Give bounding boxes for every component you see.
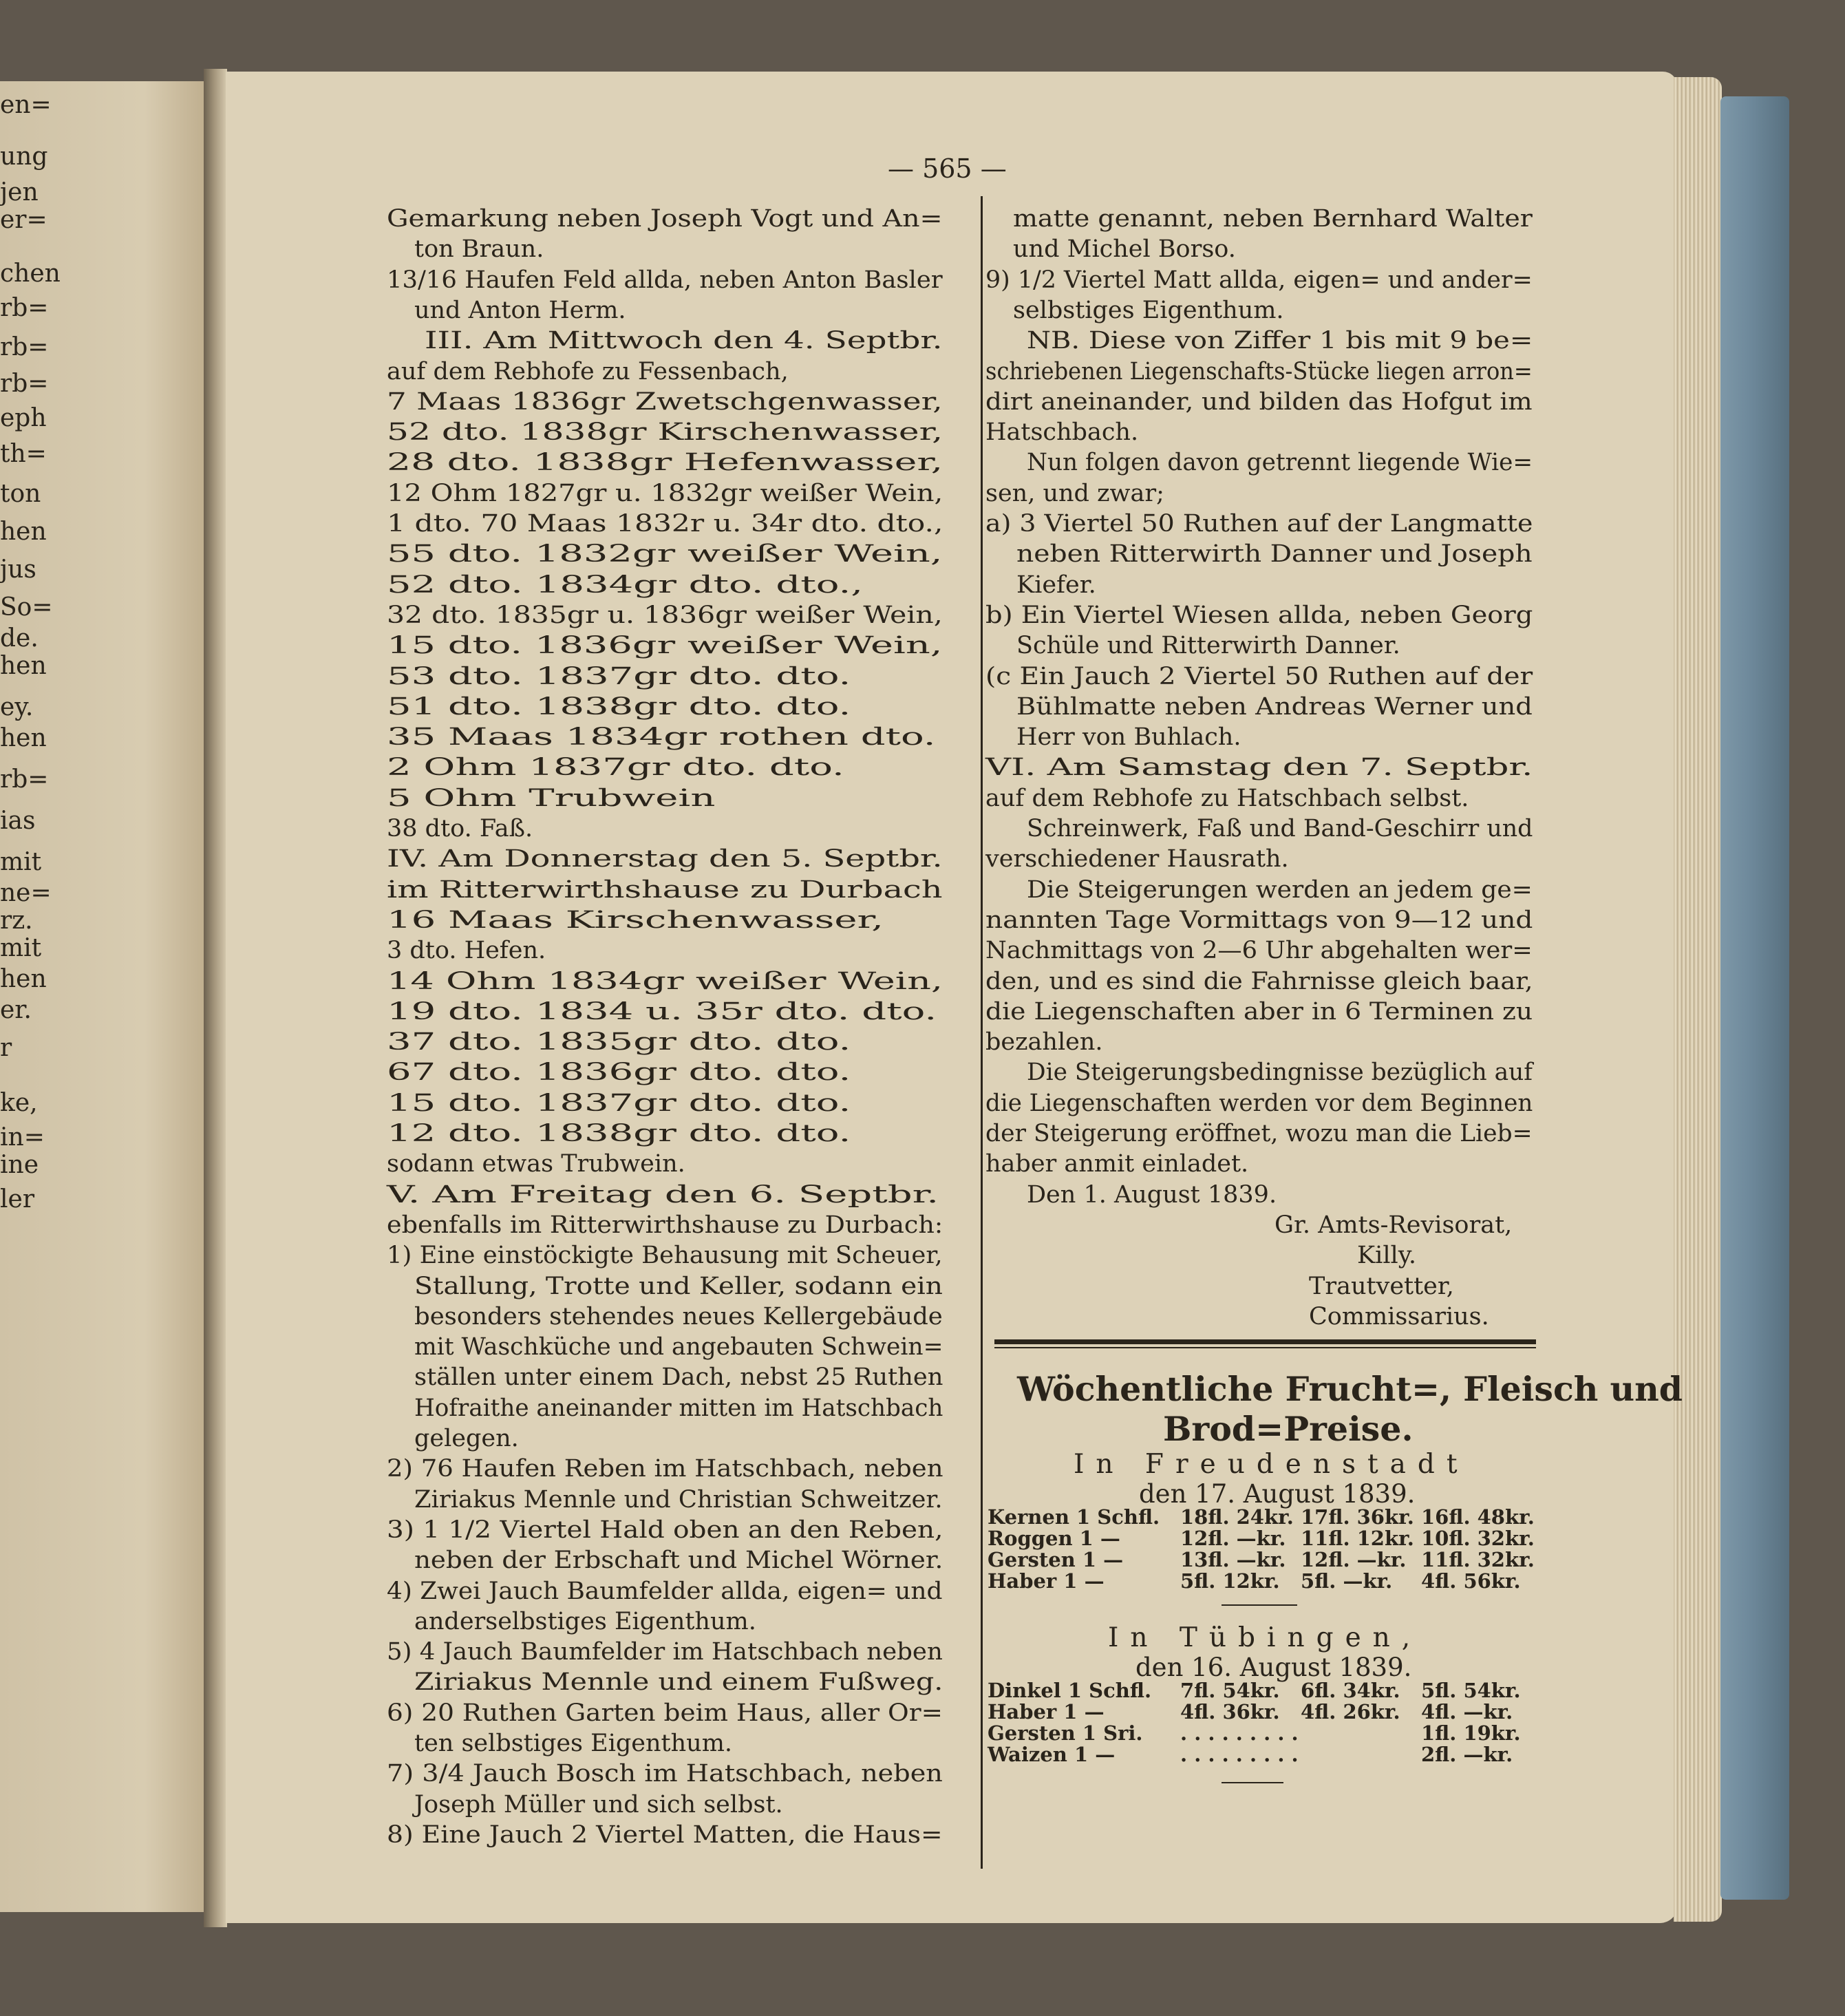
facing-page-fragment: th= [0, 440, 47, 468]
line-text: 13/16 Haufen Feld allda, neben Anton Basler [387, 266, 943, 294]
price-value: 4fl. 26kr. [1301, 1700, 1400, 1723]
line-text: 67 dto. 1836gr dto. dto. [387, 1059, 851, 1087]
text-line [387, 661, 943, 692]
line-text: 55 dto. 1832gr weißer Wein, [387, 540, 943, 569]
price-item: Roggen 1 — [988, 1527, 1120, 1550]
text-line [387, 814, 943, 844]
text-line [985, 966, 1533, 997]
price-row [988, 1549, 1538, 1571]
text-line [387, 1180, 943, 1210]
text-line [387, 478, 943, 509]
text-line [387, 905, 943, 935]
text-line [985, 387, 1533, 417]
line-text: 28 dto. 1838gr Hefenwasser, [387, 449, 943, 477]
line-text: 7) 3/4 Jauch Bosch im Hatschbach, neben [387, 1760, 943, 1788]
text-line [387, 722, 943, 752]
facing-page-fragment: er= [0, 206, 47, 234]
facing-page-fragment: ler [0, 1185, 35, 1213]
text-line [387, 1637, 943, 1667]
line-text: 35 Maas 1834gr rothen dto. [387, 723, 936, 752]
text-line [387, 539, 943, 569]
right-column [985, 204, 1533, 1333]
line-text: Nun folgen davon getrennt liegende Wie= [1027, 449, 1533, 477]
text-line [985, 265, 1533, 295]
text-line [985, 935, 1533, 966]
line-text: Ziriakus Mennle und einem Fußweg. [414, 1668, 943, 1697]
text-line [985, 1149, 1533, 1179]
text-line [387, 1057, 943, 1087]
book-cover-edge [1720, 96, 1789, 1900]
line-text: 6) 20 Ruthen Garten beim Haus, aller Or= [387, 1699, 943, 1727]
line-text: 15 dto. 1836gr weißer Wein, [387, 632, 943, 660]
line-text: 37 dto. 1835gr dto. dto. [387, 1028, 851, 1057]
price-row [988, 1743, 1538, 1765]
line-text: 2) 76 Haufen Reben im Hatschbach, neben [387, 1455, 943, 1483]
line-text: 1 dto. 70 Maas 1832r u. 34r dto. dto., [387, 510, 943, 538]
text-line [387, 1332, 943, 1362]
text-line [387, 204, 943, 234]
text-line [985, 905, 1533, 935]
price-row [988, 1679, 1538, 1701]
line-text: 3 dto. Hefen. [387, 937, 546, 965]
line-text: mit Waschküche und angebauten Schwein= [414, 1333, 943, 1361]
text-line [387, 1423, 943, 1454]
facing-page-fragment: r [0, 1034, 12, 1062]
text-line [985, 570, 1533, 600]
facing-page-fragment: eph [0, 404, 47, 432]
text-line [985, 417, 1533, 447]
text-line [985, 357, 1533, 387]
text-line [387, 1210, 943, 1240]
price-value: . . . . . . . . . [1180, 1721, 1299, 1745]
line-text: besonders stehendes neues Kellergebäude [414, 1302, 943, 1330]
price-value: 1fl. 19kr. [1421, 1721, 1521, 1745]
facing-page-fragment: chen [0, 259, 61, 288]
text-line [387, 997, 943, 1027]
line-text: 1) Eine einstöckigte Behausung mit Scheuer, [387, 1242, 943, 1270]
text-line [985, 692, 1533, 722]
price-item: Waizen 1 — [988, 1743, 1116, 1766]
text-line [387, 1820, 943, 1850]
text-line [985, 1118, 1533, 1149]
facing-page-fragment: ey. [0, 693, 34, 721]
price-subtitle: Brod=Preise. [1163, 1409, 1414, 1449]
price-value: 2fl. —kr. [1421, 1743, 1513, 1766]
text-line [387, 935, 943, 966]
text-line [985, 447, 1533, 478]
line-text: haber anmit einladet. [985, 1150, 1249, 1178]
freudenstadt-date: den 17. August 1839. [1139, 1479, 1416, 1509]
line-text: NB. Diese von Ziffer 1 bis mit 9 be= [1027, 327, 1533, 355]
text-line [387, 1149, 943, 1179]
facing-page-fragment: hen [0, 965, 47, 993]
line-text: ton Braun. [414, 235, 544, 264]
text-line [985, 478, 1533, 509]
text-line [985, 1027, 1533, 1057]
price-title: Wöchentliche Frucht=, Fleisch und [1017, 1369, 1683, 1409]
facing-page-fragment: rb= [0, 294, 49, 322]
text-line [387, 1728, 943, 1759]
text-line [387, 417, 943, 447]
line-text: im Ritterwirthshause zu Durbach [387, 876, 943, 904]
price-item: Haber 1 — [988, 1569, 1105, 1593]
double-rule [994, 1339, 1536, 1344]
line-text: Kiefer. [1016, 571, 1096, 599]
text-line [387, 1302, 943, 1332]
text-line [985, 1271, 1533, 1302]
text-line [387, 692, 943, 722]
facing-page-fragment: er. [0, 996, 32, 1024]
line-text: 52 dto. 1834gr dto. dto., [387, 571, 864, 599]
text-line [387, 966, 943, 997]
text-line [985, 814, 1533, 844]
text-line [387, 1545, 943, 1575]
line-text: anderselbstiges Eigenthum. [414, 1607, 756, 1635]
text-line [985, 875, 1533, 905]
line-text: 19 dto. 1834 u. 35r dto. dto. [387, 997, 937, 1026]
line-text: gelegen. [414, 1425, 519, 1452]
price-value: 7fl. 54kr. [1180, 1679, 1280, 1702]
double-rule-thin [994, 1347, 1536, 1348]
text-line [985, 752, 1533, 783]
line-text: VI. Am Samstag den 7. Septbr. [985, 754, 1533, 782]
freudenstadt-heading: In Freudenstadt [1074, 1449, 1469, 1480]
line-text: 16 Maas Kirschenwasser, [387, 906, 884, 934]
facing-page-fragment: en= [0, 91, 52, 119]
price-row [988, 1506, 1538, 1528]
text-line [985, 326, 1533, 356]
line-text: 9) 1/2 Viertel Matt allda, eigen= und ander= [985, 266, 1533, 294]
line-text: 8) Eine Jauch 2 Viertel Matten, die Haus= [387, 1821, 943, 1849]
text-line [985, 1088, 1533, 1118]
text-line [387, 844, 943, 874]
text-line [985, 1210, 1533, 1240]
line-text: 32 dto. 1835gr u. 1836gr weißer Wein, [387, 601, 943, 629]
text-line [387, 600, 943, 630]
line-text: die Liegenschaften aber in 6 Terminen zu [985, 997, 1533, 1026]
text-line [985, 661, 1533, 692]
line-text: verschiedener Hausrath. [985, 845, 1289, 873]
text-line [985, 1180, 1533, 1210]
price-rule [1222, 1604, 1297, 1606]
price-item: Dinkel 1 Schfl. [988, 1679, 1152, 1702]
facing-page-fragment: mit [0, 848, 42, 876]
text-line [387, 1759, 943, 1789]
text-line [387, 875, 943, 905]
price-row [988, 1527, 1538, 1549]
line-text: (c Ein Jauch 2 Viertel 50 Ruthen auf der [985, 662, 1533, 690]
text-line [985, 1240, 1533, 1271]
line-text: sodann etwas Trubwein. [387, 1150, 685, 1178]
price-value: 5fl. 12kr. [1180, 1569, 1280, 1593]
line-text: 3) 1 1/2 Viertel Hald oben an den Reben, [387, 1516, 943, 1544]
facing-page-fragment: ine [0, 1151, 39, 1179]
line-text: Trautvetter, [1309, 1272, 1454, 1300]
line-text: Herr von Buhlach. [1016, 723, 1241, 752]
text-line [985, 234, 1533, 264]
price-value: 11fl. 12kr. [1301, 1527, 1414, 1550]
line-text: Killy. [1357, 1242, 1416, 1270]
line-text: 38 dto. Faß. [387, 815, 533, 842]
line-text: 52 dto. 1838gr Kirschenwasser, [387, 418, 943, 447]
facing-page-fragment: rb= [0, 333, 49, 361]
line-text: Gemarkung neben Joseph Vogt und An= [387, 205, 943, 233]
text-line [387, 509, 943, 539]
text-line [387, 1790, 943, 1820]
facing-page-fragment: ton [0, 480, 41, 508]
text-line [387, 1362, 943, 1392]
text-line [985, 783, 1533, 814]
text-line [387, 1667, 943, 1697]
line-text: nannten Tage Vormittags von 9—12 und [985, 906, 1533, 934]
line-text: Stallung, Trotte und Keller, sodann ein [414, 1272, 943, 1300]
facing-page-fragment: hen [0, 652, 47, 680]
line-text: neben der Erbschaft und Michel Wörner. [414, 1547, 943, 1575]
price-value: . . . . . . . . . [1180, 1743, 1299, 1766]
text-line [387, 1698, 943, 1728]
facing-page-fragment: rb= [0, 765, 49, 794]
line-text: Die Steigerungen werden an jedem ge= [1027, 876, 1533, 904]
line-text: 7 Maas 1836gr Zwetschgenwasser, [387, 388, 943, 416]
line-text: Commissarius. [1309, 1302, 1489, 1330]
text-line [985, 509, 1533, 539]
tuebingen-date: den 16. August 1839. [1135, 1653, 1412, 1682]
line-text: Hatschbach. [985, 418, 1139, 447]
text-line [387, 1027, 943, 1057]
price-row [988, 1722, 1538, 1744]
line-text: sen, und zwar; [985, 479, 1164, 507]
price-value: 11fl. 32kr. [1421, 1548, 1535, 1571]
price-row [988, 1570, 1538, 1592]
book-gutter [204, 69, 227, 1927]
line-text: schriebenen Liegenschafts-Stücke liegen arron= [985, 357, 1533, 385]
price-value: 16fl. 48kr. [1421, 1505, 1535, 1529]
line-text: die Liegenschaften werden vor dem Beginnen [985, 1089, 1533, 1117]
line-text: bezahlen. [985, 1028, 1103, 1057]
line-text: Gr. Amts-Revisorat, [1275, 1211, 1513, 1239]
price-value: 4fl. 56kr. [1421, 1569, 1521, 1593]
price-value: 4fl. 36kr. [1180, 1700, 1280, 1723]
line-text: 12 dto. 1838gr dto. dto. [387, 1120, 851, 1147]
freudenstadt-price-table [988, 1506, 1538, 1595]
line-text: Den 1. August 1839. [1027, 1180, 1277, 1209]
line-text: 14 Ohm 1834gr weißer Wein, [387, 967, 943, 995]
line-text: Joseph Müller und sich selbst. [414, 1790, 783, 1818]
price-value: 13fl. —kr. [1180, 1548, 1286, 1571]
line-text: 53 dto. 1837gr dto. dto. [387, 662, 851, 690]
page-number: — 565 — [888, 153, 1007, 184]
price-item: Gersten 1 — [988, 1548, 1124, 1571]
text-line [985, 997, 1533, 1027]
text-line [387, 265, 943, 295]
facing-page-fragment: in= [0, 1123, 45, 1152]
price-value: 4fl. —kr. [1421, 1700, 1513, 1723]
text-line [985, 539, 1533, 569]
tuebingen-heading: In Tübingen, [1108, 1622, 1422, 1653]
text-line [985, 630, 1533, 661]
facing-page-fragment: mit [0, 934, 42, 962]
text-line [387, 630, 943, 661]
text-line [387, 752, 943, 783]
line-text: ten selbstiges Eigenthum. [414, 1730, 733, 1757]
left-column [387, 204, 943, 1856]
text-line [387, 1485, 943, 1515]
line-text: 15 dto. 1837gr dto. dto. [387, 1089, 851, 1117]
line-text: Hofraithe aneinander mitten im Hatschbach [414, 1394, 943, 1422]
line-text: V. Am Freitag den 6. Septbr. [387, 1180, 939, 1209]
line-text: b) Ein Viertel Wiesen allda, neben Georg [985, 601, 1533, 629]
facing-page-fragment: ke, [0, 1089, 38, 1117]
line-text: Bühlmatte neben Andreas Werner und [1016, 692, 1533, 721]
price-item: Kernen 1 Schfl. [988, 1505, 1160, 1529]
line-text: auf dem Rebhofe zu Hatschbach selbst. [985, 784, 1469, 812]
text-line [387, 234, 943, 264]
text-line [387, 1515, 943, 1545]
line-text: 12 Ohm 1827gr u. 1832gr weißer Wein, [387, 479, 943, 507]
text-line [387, 326, 943, 356]
line-text: matte genannt, neben Bernhard Walter [1013, 205, 1533, 233]
price-value: 5fl. —kr. [1301, 1569, 1393, 1593]
line-text: ebenfalls im Ritterwirthshause zu Durbach: [387, 1211, 943, 1239]
text-line [387, 357, 943, 387]
line-text: 5) 4 Jauch Baumfelder im Hatschbach neben [387, 1638, 943, 1666]
price-item: Gersten 1 Sri. [988, 1721, 1143, 1745]
price-value: 12fl. —kr. [1301, 1548, 1407, 1571]
text-line [387, 783, 943, 814]
facing-page-fragment: ung [0, 142, 48, 171]
price-value: 17fl. 36kr. [1301, 1505, 1414, 1529]
text-line [387, 295, 943, 326]
tuebingen-price-table [988, 1679, 1538, 1769]
text-line [387, 1240, 943, 1271]
line-text: der Steigerung eröffnet, wozu man die Lieb= [985, 1120, 1533, 1147]
line-text: auf dem Rebhofe zu Fessenbach, [387, 357, 789, 385]
text-line [387, 1088, 943, 1118]
line-text: Die Steigerungsbedingnisse bezüglich auf [1027, 1059, 1533, 1087]
price-value: 12fl. —kr. [1180, 1527, 1286, 1550]
line-text: und Michel Borso. [1013, 235, 1236, 264]
facing-page-fragment: rz. [0, 906, 33, 935]
line-text: 4) Zwei Jauch Baumfelder allda, eigen= und [387, 1577, 943, 1605]
text-line [985, 1057, 1533, 1087]
line-text: a) 3 Viertel 50 Ruthen auf der Langmatte [985, 510, 1533, 538]
text-line [387, 1271, 943, 1302]
line-text: III. Am Mittwoch den 4. Septbr. [425, 327, 943, 355]
text-line [387, 447, 943, 478]
text-line [985, 600, 1533, 630]
line-text: Ziriakus Mennle und Christian Schweitzer. [414, 1485, 943, 1514]
facing-page-fragment: ias [0, 807, 36, 835]
line-text: 2 Ohm 1837gr dto. dto. [387, 754, 844, 782]
price-value: 10fl. 32kr. [1421, 1527, 1535, 1550]
price-row [988, 1701, 1538, 1723]
text-line [387, 387, 943, 417]
line-text: Schreinwerk, Faß und Band-Geschirr und [1027, 815, 1533, 842]
facing-page-fragment: jus [0, 555, 36, 584]
line-text: dirt aneinander, und bilden das Hofgut im [985, 388, 1533, 416]
text-line [387, 1576, 943, 1606]
price-value: 5fl. 54kr. [1421, 1679, 1521, 1702]
line-text: ställen unter einem Dach, nebst 25 Ruthen [414, 1364, 943, 1392]
line-text: Schüle und Ritterwirth Danner. [1016, 632, 1400, 660]
text-line [387, 570, 943, 600]
line-text: 5 Ohm Trubwein [387, 784, 716, 812]
line-text: neben Ritterwirth Danner und Joseph [1016, 540, 1533, 569]
line-text: und Anton Herm. [414, 296, 626, 324]
text-line [387, 1606, 943, 1637]
facing-page-fragment: ne= [0, 879, 52, 907]
facing-page-fragment: hen [0, 724, 47, 752]
price-rule [1222, 1782, 1283, 1783]
facing-page-fragment: rb= [0, 370, 49, 398]
page-block-edge [1674, 77, 1722, 1922]
price-value: 18fl. 24kr. [1180, 1505, 1294, 1529]
text-line [985, 722, 1533, 752]
line-text: IV. Am Donnerstag den 5. Septbr. [387, 845, 943, 873]
text-line [387, 1454, 943, 1484]
facing-page-fragment: hen [0, 518, 47, 546]
facing-page-fragment: So= [0, 593, 53, 622]
text-line [985, 1302, 1533, 1332]
line-text: selbstiges Eigenthum. [1013, 296, 1284, 324]
price-item: Haber 1 — [988, 1700, 1105, 1723]
price-value: 6fl. 34kr. [1301, 1679, 1400, 1702]
text-line [387, 1393, 943, 1423]
column-divider [981, 196, 983, 1869]
facing-page-fragment: de. [0, 624, 39, 652]
line-text: 51 dto. 1838gr dto. dto. [387, 692, 851, 721]
text-line [387, 1118, 943, 1149]
text-line [985, 844, 1533, 874]
line-text: den, und es sind die Fahrnisse gleich baar, [985, 967, 1533, 995]
text-line [985, 295, 1533, 326]
facing-page-fragment: jen [0, 178, 39, 206]
line-text: Nachmittags von 2—6 Uhr abgehalten wer= [985, 937, 1533, 965]
text-line [985, 204, 1533, 234]
